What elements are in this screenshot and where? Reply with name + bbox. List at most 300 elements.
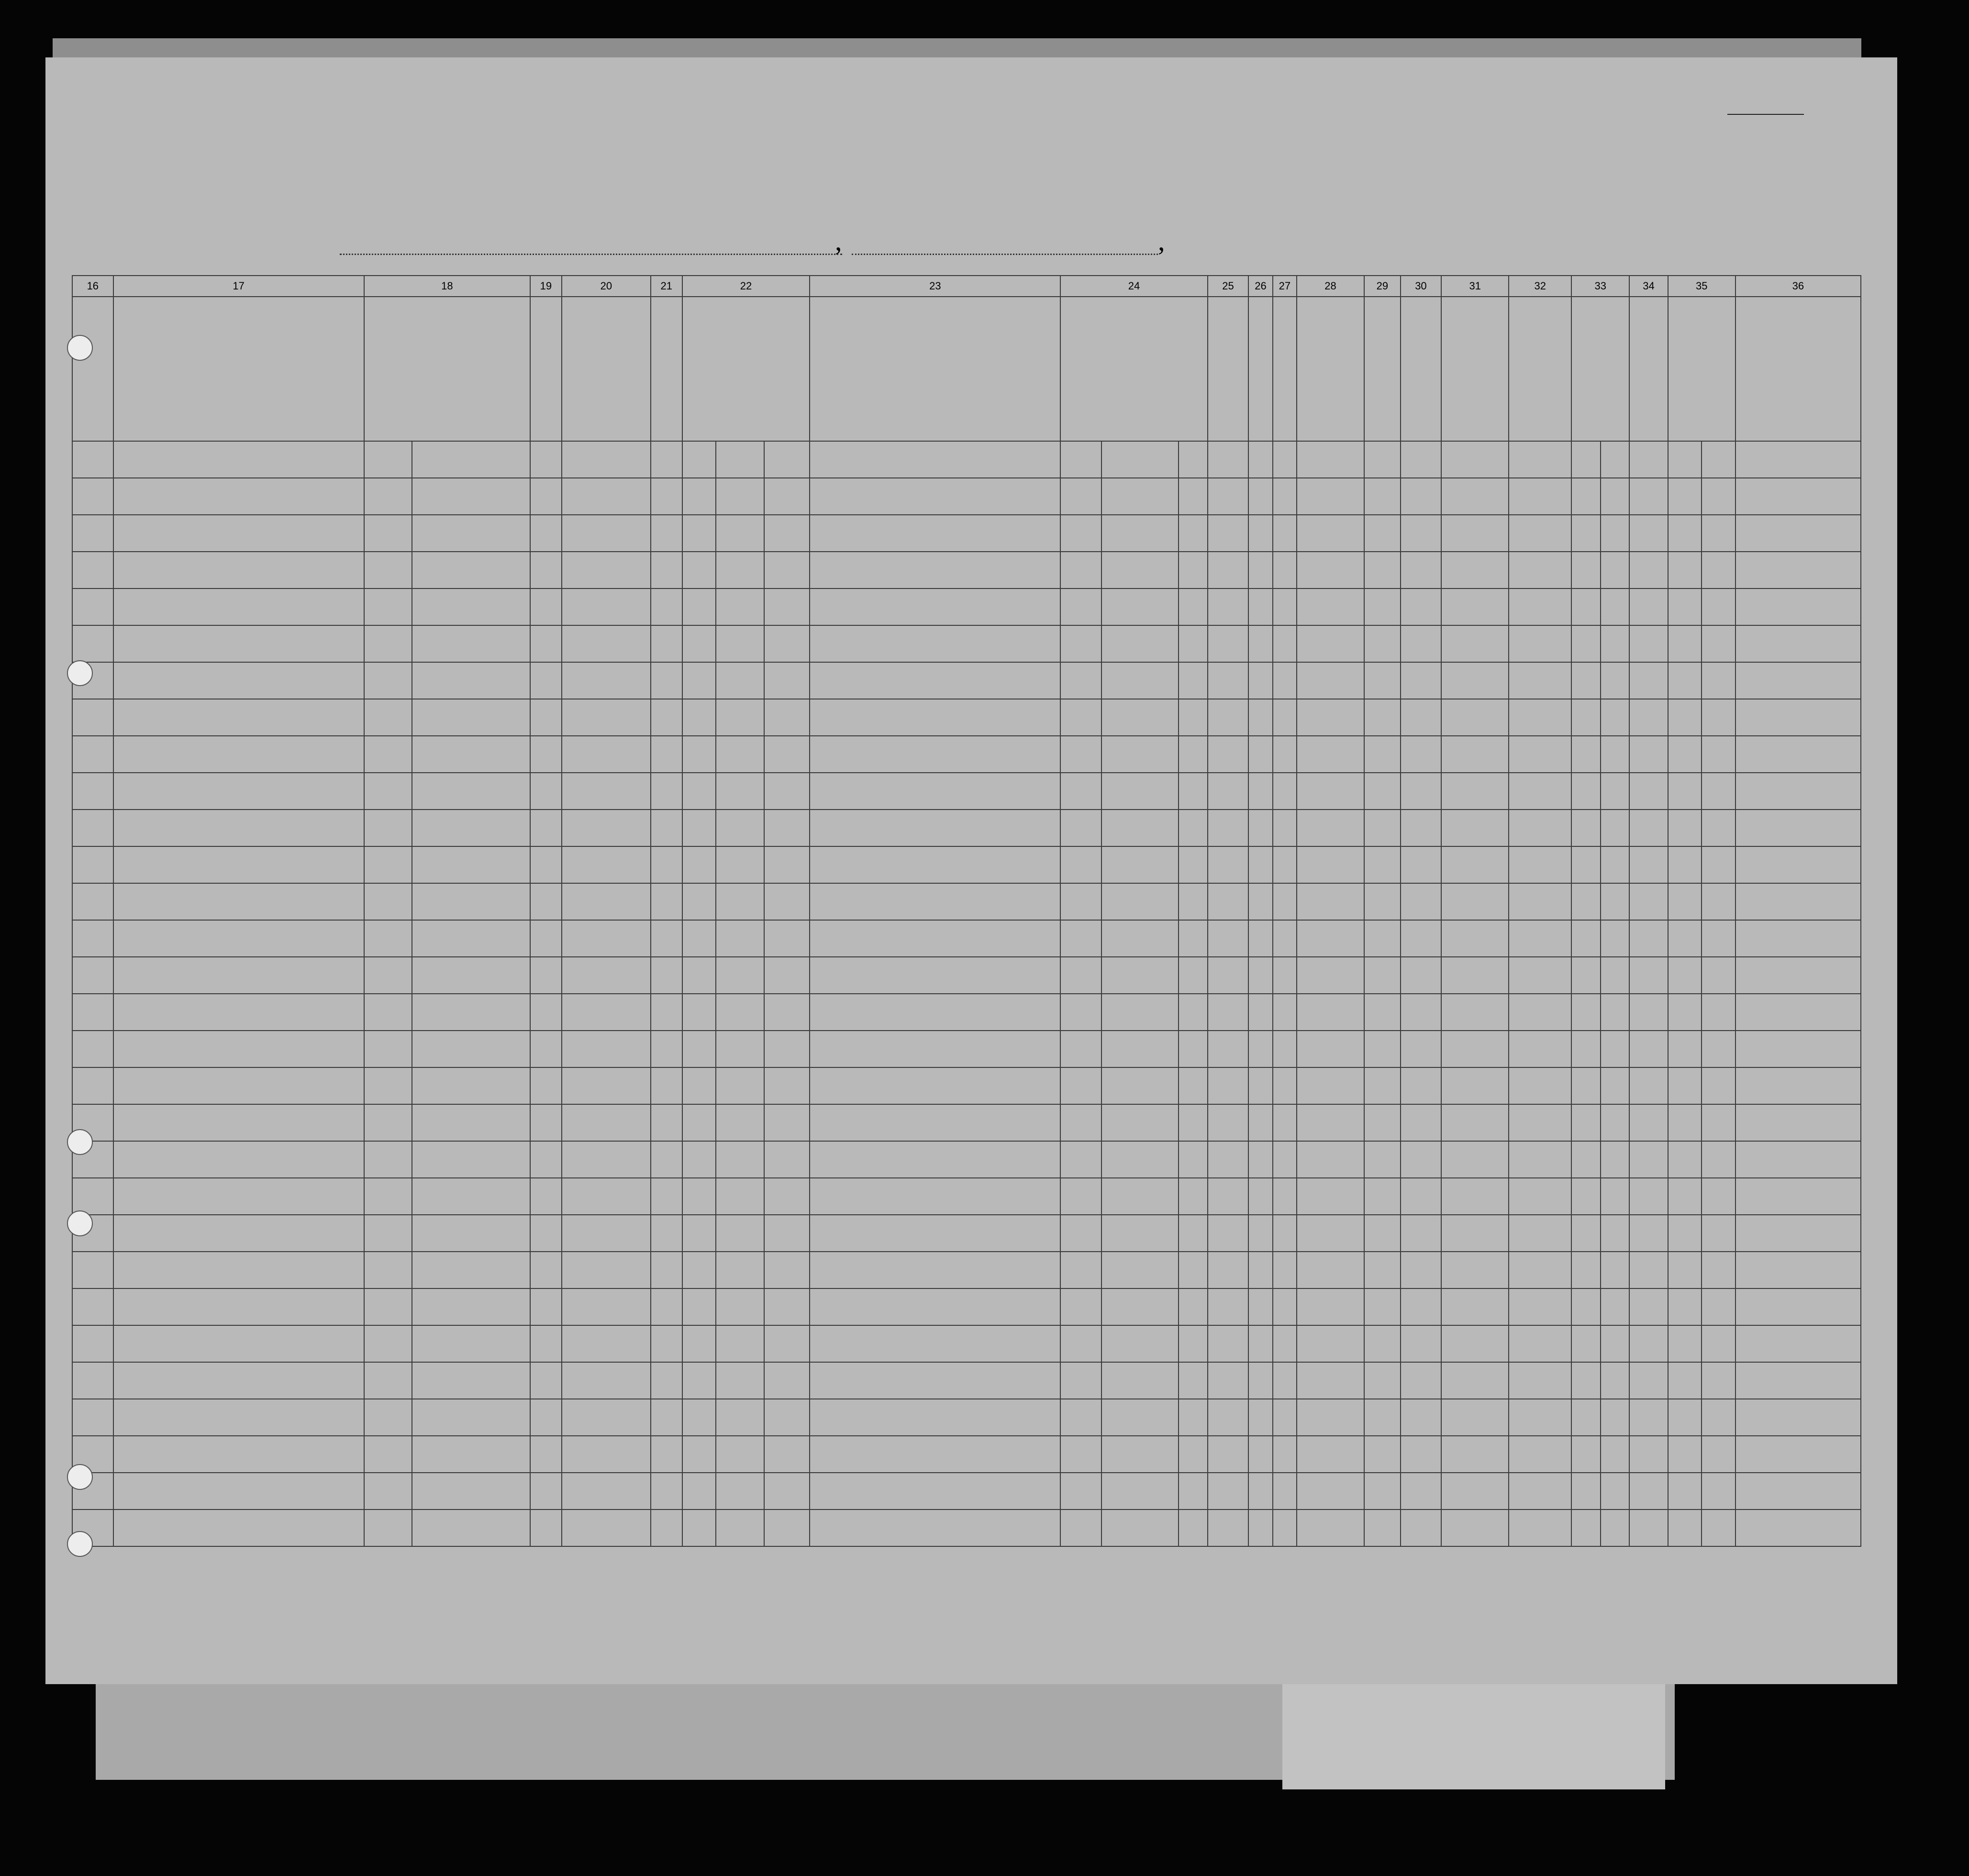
cell-ticket (530, 1288, 561, 1325)
cell-citizen (1179, 957, 1207, 994)
cell-year (716, 957, 764, 994)
cell-year (716, 1473, 764, 1510)
cell-citizen (1179, 478, 1207, 515)
cell-return (1060, 1436, 1101, 1473)
cell-inches (1601, 1031, 1629, 1067)
cell-fifty (651, 515, 682, 552)
cell-length (1101, 1325, 1179, 1362)
cell-anarch (1273, 662, 1297, 699)
cell-q28 (1297, 552, 1364, 588)
cell-return (1060, 478, 1101, 515)
cell-poly (1248, 1067, 1272, 1104)
cell-q28 (1297, 810, 1364, 846)
table-row (72, 736, 1861, 773)
cell-citizen (1179, 883, 1207, 920)
header-complexion (1629, 297, 1668, 441)
cell-marks (1735, 1104, 1861, 1141)
cell-ticket (530, 552, 561, 588)
cell-length (1101, 883, 1179, 920)
cell-fifty (651, 883, 682, 920)
table-row (72, 1104, 1861, 1141)
cell-complexion (1629, 1325, 1668, 1362)
cell-feet (1571, 478, 1600, 515)
cell-where (764, 994, 810, 1031)
cell-q30 (1401, 441, 1442, 478)
binder-hole (67, 335, 93, 361)
table-row (72, 1325, 1861, 1362)
cell-eyes (1702, 1252, 1735, 1288)
cell-eyes (1702, 1104, 1735, 1141)
cell-return (1060, 625, 1101, 662)
cell-q30 (1401, 1399, 1442, 1436)
header-final-destination (364, 297, 531, 441)
cell-return (1060, 1067, 1101, 1104)
cell-marks (1735, 588, 1861, 625)
cell-complexion (1629, 1141, 1668, 1178)
cell-q28 (1297, 1252, 1364, 1288)
cell-ticket (530, 1141, 561, 1178)
cell-no (72, 588, 113, 625)
cell-prison (1208, 1252, 1249, 1288)
cell-year (716, 625, 764, 662)
cell-inches (1601, 773, 1629, 810)
table-row (72, 552, 1861, 588)
cell-join (810, 1436, 1060, 1473)
cell-poly (1248, 846, 1272, 883)
cell-health (1441, 1141, 1509, 1178)
cell-q28 (1297, 1473, 1364, 1510)
cell-length (1101, 736, 1179, 773)
table-row (72, 994, 1861, 1031)
cell-relative (113, 1215, 364, 1252)
cell-feet (1571, 1104, 1600, 1141)
cell-paid (562, 1031, 651, 1067)
cell-join (810, 920, 1060, 957)
cell-paid (562, 1104, 651, 1141)
cell-ticket (530, 588, 561, 625)
cell-fifty (651, 441, 682, 478)
cell-relative (113, 1510, 364, 1546)
table-row (72, 1252, 1861, 1288)
cell-q30 (1401, 1325, 1442, 1362)
cell-year (716, 773, 764, 810)
cell-paid (562, 1399, 651, 1436)
cell-fifty (651, 1141, 682, 1178)
cell-citizen (1179, 441, 1207, 478)
cell-join (810, 1178, 1060, 1215)
cell-prison (1208, 1104, 1249, 1141)
cell-eyes (1702, 625, 1735, 662)
cell-poly (1248, 552, 1272, 588)
cell-year (716, 441, 764, 478)
cell-inches (1601, 1141, 1629, 1178)
cell-anarch (1273, 846, 1297, 883)
cell-complexion (1629, 662, 1668, 699)
cell-health (1441, 552, 1509, 588)
cell-no (72, 773, 113, 810)
cell-relative (113, 920, 364, 957)
cell-length (1101, 1399, 1179, 1436)
cell-deformed (1509, 1067, 1571, 1104)
cell-no (72, 552, 113, 588)
cell-citizen (1179, 1067, 1207, 1104)
cell-q29 (1364, 994, 1401, 1031)
cell-q28 (1297, 1215, 1364, 1252)
cell-state (364, 994, 412, 1031)
cell-hair (1668, 1362, 1702, 1399)
cell-year (716, 1399, 764, 1436)
cell-q29 (1364, 1436, 1401, 1473)
cell-length (1101, 441, 1179, 478)
cell-inches (1601, 1215, 1629, 1252)
column-number-row (72, 276, 1861, 297)
cell-length (1101, 1252, 1179, 1288)
cell-fifty (651, 1362, 682, 1399)
cell-q30 (1401, 1252, 1442, 1288)
cell-poly (1248, 736, 1272, 773)
cell-fifty (651, 1436, 682, 1473)
binder-hole (67, 1531, 93, 1557)
cell-length (1101, 552, 1179, 588)
col-num: 20 (562, 276, 651, 297)
cell-inches (1601, 920, 1629, 957)
cell-return (1060, 1178, 1101, 1215)
cell-deformed (1509, 883, 1571, 920)
cell-where (764, 1178, 810, 1215)
cell-marks (1735, 1510, 1861, 1546)
cell-join (810, 1215, 1060, 1252)
cell-state (364, 552, 412, 588)
col-num: 35 (1668, 276, 1735, 297)
cell-complexion (1629, 1436, 1668, 1473)
cell-deformed (1509, 1436, 1571, 1473)
cell-complexion (1629, 1252, 1668, 1288)
cell-length (1101, 1215, 1179, 1252)
cell-deformed (1509, 1473, 1571, 1510)
cell-health (1441, 1399, 1509, 1436)
cell-inches (1601, 478, 1629, 515)
cell-city (412, 1399, 530, 1436)
cell-q29 (1364, 1510, 1401, 1546)
col-num: 28 (1297, 276, 1364, 297)
cell-length (1101, 1473, 1179, 1510)
cell-citizen (1179, 1215, 1207, 1252)
cell-ticket (530, 1067, 561, 1104)
cell-where (764, 1510, 810, 1546)
cell-ticket (530, 515, 561, 552)
cell-q29 (1364, 1067, 1401, 1104)
cell-eyes (1702, 736, 1735, 773)
cell-marks (1735, 736, 1861, 773)
cell-feet (1571, 883, 1600, 920)
cell-hair (1668, 773, 1702, 810)
cell-city (412, 920, 530, 957)
cell-q28 (1297, 1067, 1364, 1104)
cell-city (412, 1288, 530, 1325)
cell-where (764, 552, 810, 588)
cell-q30 (1401, 846, 1442, 883)
cell-where (764, 1067, 810, 1104)
cell-ticket (530, 1031, 561, 1067)
cell-relative (113, 1399, 364, 1436)
cell-return (1060, 1399, 1101, 1436)
cell-complexion (1629, 1399, 1668, 1436)
header-ticket (530, 297, 561, 441)
cell-deformed (1509, 515, 1571, 552)
col-num: 23 (810, 276, 1060, 297)
cell-q29 (1364, 1473, 1401, 1510)
header-color (1668, 297, 1735, 441)
cell-anarch (1273, 588, 1297, 625)
cell-paid (562, 1067, 651, 1104)
col-num: 24 (1060, 276, 1207, 297)
cell-poly (1248, 1325, 1272, 1362)
col-num: 16 (72, 276, 113, 297)
cell-q29 (1364, 1288, 1401, 1325)
col-num: 27 (1273, 276, 1297, 297)
cell-return (1060, 588, 1101, 625)
cell-no (72, 957, 113, 994)
cell-poly (1248, 1473, 1272, 1510)
cell-health (1441, 957, 1509, 994)
comma: , (835, 225, 842, 256)
table-row (72, 662, 1861, 699)
header-anarchist (1273, 297, 1297, 441)
header-no-on-list (72, 297, 113, 441)
cell-complexion (1629, 773, 1668, 810)
cell-prison (1208, 625, 1249, 662)
cell-where (764, 625, 810, 662)
cell-feet (1571, 1067, 1600, 1104)
cell-anarch (1273, 478, 1297, 515)
cell-state (364, 1436, 412, 1473)
col-num: 26 (1248, 276, 1272, 297)
cell-anarch (1273, 1067, 1297, 1104)
cell-ticket (530, 810, 561, 846)
cell-paid (562, 478, 651, 515)
cell-q30 (1401, 515, 1442, 552)
cell-q30 (1401, 1104, 1442, 1141)
cell-health (1441, 920, 1509, 957)
cell-prison (1208, 588, 1249, 625)
cell-q29 (1364, 699, 1401, 736)
cell-deformed (1509, 588, 1571, 625)
cell-eyes (1702, 1436, 1735, 1473)
cell-deformed (1509, 736, 1571, 773)
cell-no (72, 515, 113, 552)
cell-complexion (1629, 625, 1668, 662)
cell-join (810, 699, 1060, 736)
cell-feet (1571, 625, 1600, 662)
header-fifty (651, 297, 682, 441)
cell-where (764, 662, 810, 699)
cell-paid (562, 1362, 651, 1399)
cell-length (1101, 1104, 1179, 1141)
cell-citizen (1179, 994, 1207, 1031)
binder-hole (67, 1210, 93, 1236)
cell-complexion (1629, 994, 1668, 1031)
cell-hair (1668, 625, 1702, 662)
cell-health (1441, 1325, 1509, 1362)
cell-ticket (530, 957, 561, 994)
cell-inches (1601, 846, 1629, 883)
cell-return (1060, 515, 1101, 552)
cell-paid (562, 1510, 651, 1546)
cell-ticket (530, 1325, 561, 1362)
cell-paid (562, 920, 651, 957)
col-num: 33 (1571, 276, 1629, 297)
cell-city (412, 1178, 530, 1215)
cell-ticket (530, 994, 561, 1031)
cell-eyes (1702, 957, 1735, 994)
cell-paid (562, 625, 651, 662)
cell-complexion (1629, 920, 1668, 957)
col-num: 31 (1441, 276, 1509, 297)
cell-year (716, 1362, 764, 1399)
cell-q30 (1401, 1215, 1442, 1252)
cell-year (716, 552, 764, 588)
cell-anarch (1273, 1141, 1297, 1178)
cell-length (1101, 846, 1179, 883)
table-row (72, 625, 1861, 662)
cell-length (1101, 773, 1179, 810)
cell-complexion (1629, 1178, 1668, 1215)
cell-no (72, 441, 113, 478)
cell-q29 (1364, 846, 1401, 883)
cell-ticket (530, 1252, 561, 1288)
cell-deformed (1509, 773, 1571, 810)
cell-inches (1601, 515, 1629, 552)
cell-q29 (1364, 1104, 1401, 1141)
cell-prison (1208, 552, 1249, 588)
cell-city (412, 1215, 530, 1252)
cell-q28 (1297, 994, 1364, 1031)
cell-q28 (1297, 1399, 1364, 1436)
cell-prison (1208, 736, 1249, 773)
cell-year (716, 994, 764, 1031)
col-num: 19 (530, 276, 561, 297)
cell-marks (1735, 1325, 1861, 1362)
cell-q29 (1364, 552, 1401, 588)
cell-q29 (1364, 810, 1401, 846)
cell-length (1101, 1031, 1179, 1067)
cell-where (764, 1252, 810, 1288)
cell-eyes (1702, 883, 1735, 920)
binder-hole (67, 1464, 93, 1490)
cell-fifty (651, 1215, 682, 1252)
cell-fifty (651, 662, 682, 699)
cell-length (1101, 478, 1179, 515)
cell-poly (1248, 662, 1272, 699)
cell-q30 (1401, 957, 1442, 994)
cell-return (1060, 810, 1101, 846)
cell-state (364, 736, 412, 773)
cell-q29 (1364, 1325, 1401, 1362)
binder-hole (67, 1129, 93, 1155)
cell-deformed (1509, 1252, 1571, 1288)
cell-fifty (651, 1067, 682, 1104)
cell-complexion (1629, 846, 1668, 883)
cell-health (1441, 773, 1509, 810)
cell-where (764, 515, 810, 552)
header-prison (1208, 297, 1249, 441)
cell-marks (1735, 994, 1861, 1031)
cell-join (810, 1031, 1060, 1067)
cell-paid (562, 1325, 651, 1362)
cell-q28 (1297, 1436, 1364, 1473)
cell-citizen (1179, 1288, 1207, 1325)
cell-state (364, 1178, 412, 1215)
cell-marks (1735, 1399, 1861, 1436)
cell-join (810, 1325, 1060, 1362)
cell-deformed (1509, 625, 1571, 662)
cell-marks (1735, 1473, 1861, 1510)
cell-q28 (1297, 883, 1364, 920)
cell-complexion (1629, 1510, 1668, 1546)
cell-q28 (1297, 699, 1364, 736)
cell-relative (113, 1067, 364, 1104)
cell-eyes (1702, 920, 1735, 957)
cell-length (1101, 957, 1179, 994)
cell-city (412, 1104, 530, 1141)
cell-health (1441, 1178, 1509, 1215)
cell-citizen (1179, 920, 1207, 957)
cell-eyes (1702, 846, 1735, 883)
cell-health (1441, 810, 1509, 846)
cell-health (1441, 588, 1509, 625)
cell-city (412, 994, 530, 1031)
cell-q28 (1297, 920, 1364, 957)
cell-where (764, 478, 810, 515)
cell-marks (1735, 846, 1861, 883)
cell-before (682, 957, 716, 994)
cell-prison (1208, 920, 1249, 957)
header-q30 (1401, 297, 1442, 441)
cell-q30 (1401, 625, 1442, 662)
cell-poly (1248, 441, 1272, 478)
cell-q30 (1401, 1178, 1442, 1215)
cell-marks (1735, 478, 1861, 515)
cell-join (810, 736, 1060, 773)
cell-before (682, 699, 716, 736)
cell-length (1101, 1510, 1179, 1546)
cell-q28 (1297, 441, 1364, 478)
cell-hair (1668, 1067, 1702, 1104)
cell-before (682, 1399, 716, 1436)
cell-inches (1601, 1325, 1629, 1362)
cell-relative (113, 1325, 364, 1362)
cell-no (72, 699, 113, 736)
cell-citizen (1179, 1252, 1207, 1288)
cell-q28 (1297, 625, 1364, 662)
cell-hair (1668, 1473, 1702, 1510)
cell-join (810, 1067, 1060, 1104)
cell-before (682, 994, 716, 1031)
cell-deformed (1509, 957, 1571, 994)
cell-health (1441, 1252, 1509, 1288)
cell-q29 (1364, 1141, 1401, 1178)
cell-deformed (1509, 1399, 1571, 1436)
cell-relative (113, 736, 364, 773)
cell-prison (1208, 1067, 1249, 1104)
cell-city (412, 810, 530, 846)
cell-paid (562, 773, 651, 810)
cell-state (364, 441, 412, 478)
cell-hair (1668, 515, 1702, 552)
cell-no (72, 736, 113, 773)
cell-anarch (1273, 920, 1297, 957)
cell-inches (1601, 625, 1629, 662)
